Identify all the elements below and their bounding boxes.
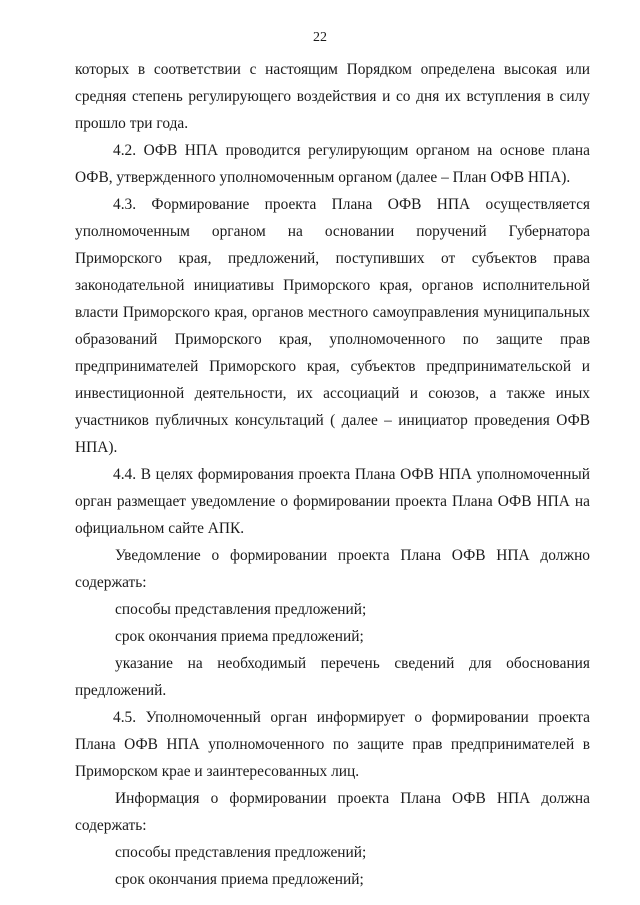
list-item: указание на необходимый перечень сведений для обоснования предложений. (75, 655, 590, 699)
page-number: 22 (313, 30, 327, 45)
list-item: срок окончания приема предложений; (115, 871, 364, 888)
paragraph-4-3: 4.3. Формирование проекта Плана ОФВ НПА осуществляется уполномоченным органом на основании поручений Губернатора Приморского края, предложений, поступивших от субъектов права законодательной инициативы Приморского края, органов исполнительной власти Приморского края, органов местного самоуправления муниципальных образований Приморского края, уполномоченного по защите прав предпринимателей Приморского края, субъектов предпринимательской и инвестиционной деятельности, их ассоциаций и союзов, а также иных участников публичных консультаций ( далее – инициатор проведения ОФВ НПА). (75, 196, 590, 456)
paragraph-notice-contents: Уведомление о формировании проекта Плана ОФВ НПА должно содержать: (75, 547, 590, 591)
document-body (75, 56, 590, 893)
list-item: способы представления предложений; (115, 601, 367, 618)
list-item: способы представления предложений; (115, 844, 367, 861)
paragraph-4-2: 4.2. ОФВ НПА проводится регулирующим органом на основе плана ОФВ, утвержденного уполномоченным органом (далее – План ОФВ НПА). (75, 142, 590, 186)
paragraph-continuation: которых в соответствии с настоящим Порядком определена высокая или средняя степень регулирующего воздействия и со дня их вступления в силу прошло три года. (75, 61, 590, 132)
list-item: срок окончания приема предложений; (115, 628, 364, 645)
paragraph-information-contents: Информация о формировании проекта Плана ОФВ НПА должна содержать: (75, 790, 590, 834)
paragraph-4-4: 4.4. В целях формирования проекта Плана ОФВ НПА уполномоченный орган размещает уведомление о формировании проекта Плана ОФВ НПА на официальном сайте АПК. (75, 466, 590, 537)
paragraph-4-5: 4.5. Уполномоченный орган информирует о формировании проекта Плана ОФВ НПА уполномоченного по защите прав предпринимателей в Приморском крае и заинтересованных лиц. (75, 709, 590, 780)
